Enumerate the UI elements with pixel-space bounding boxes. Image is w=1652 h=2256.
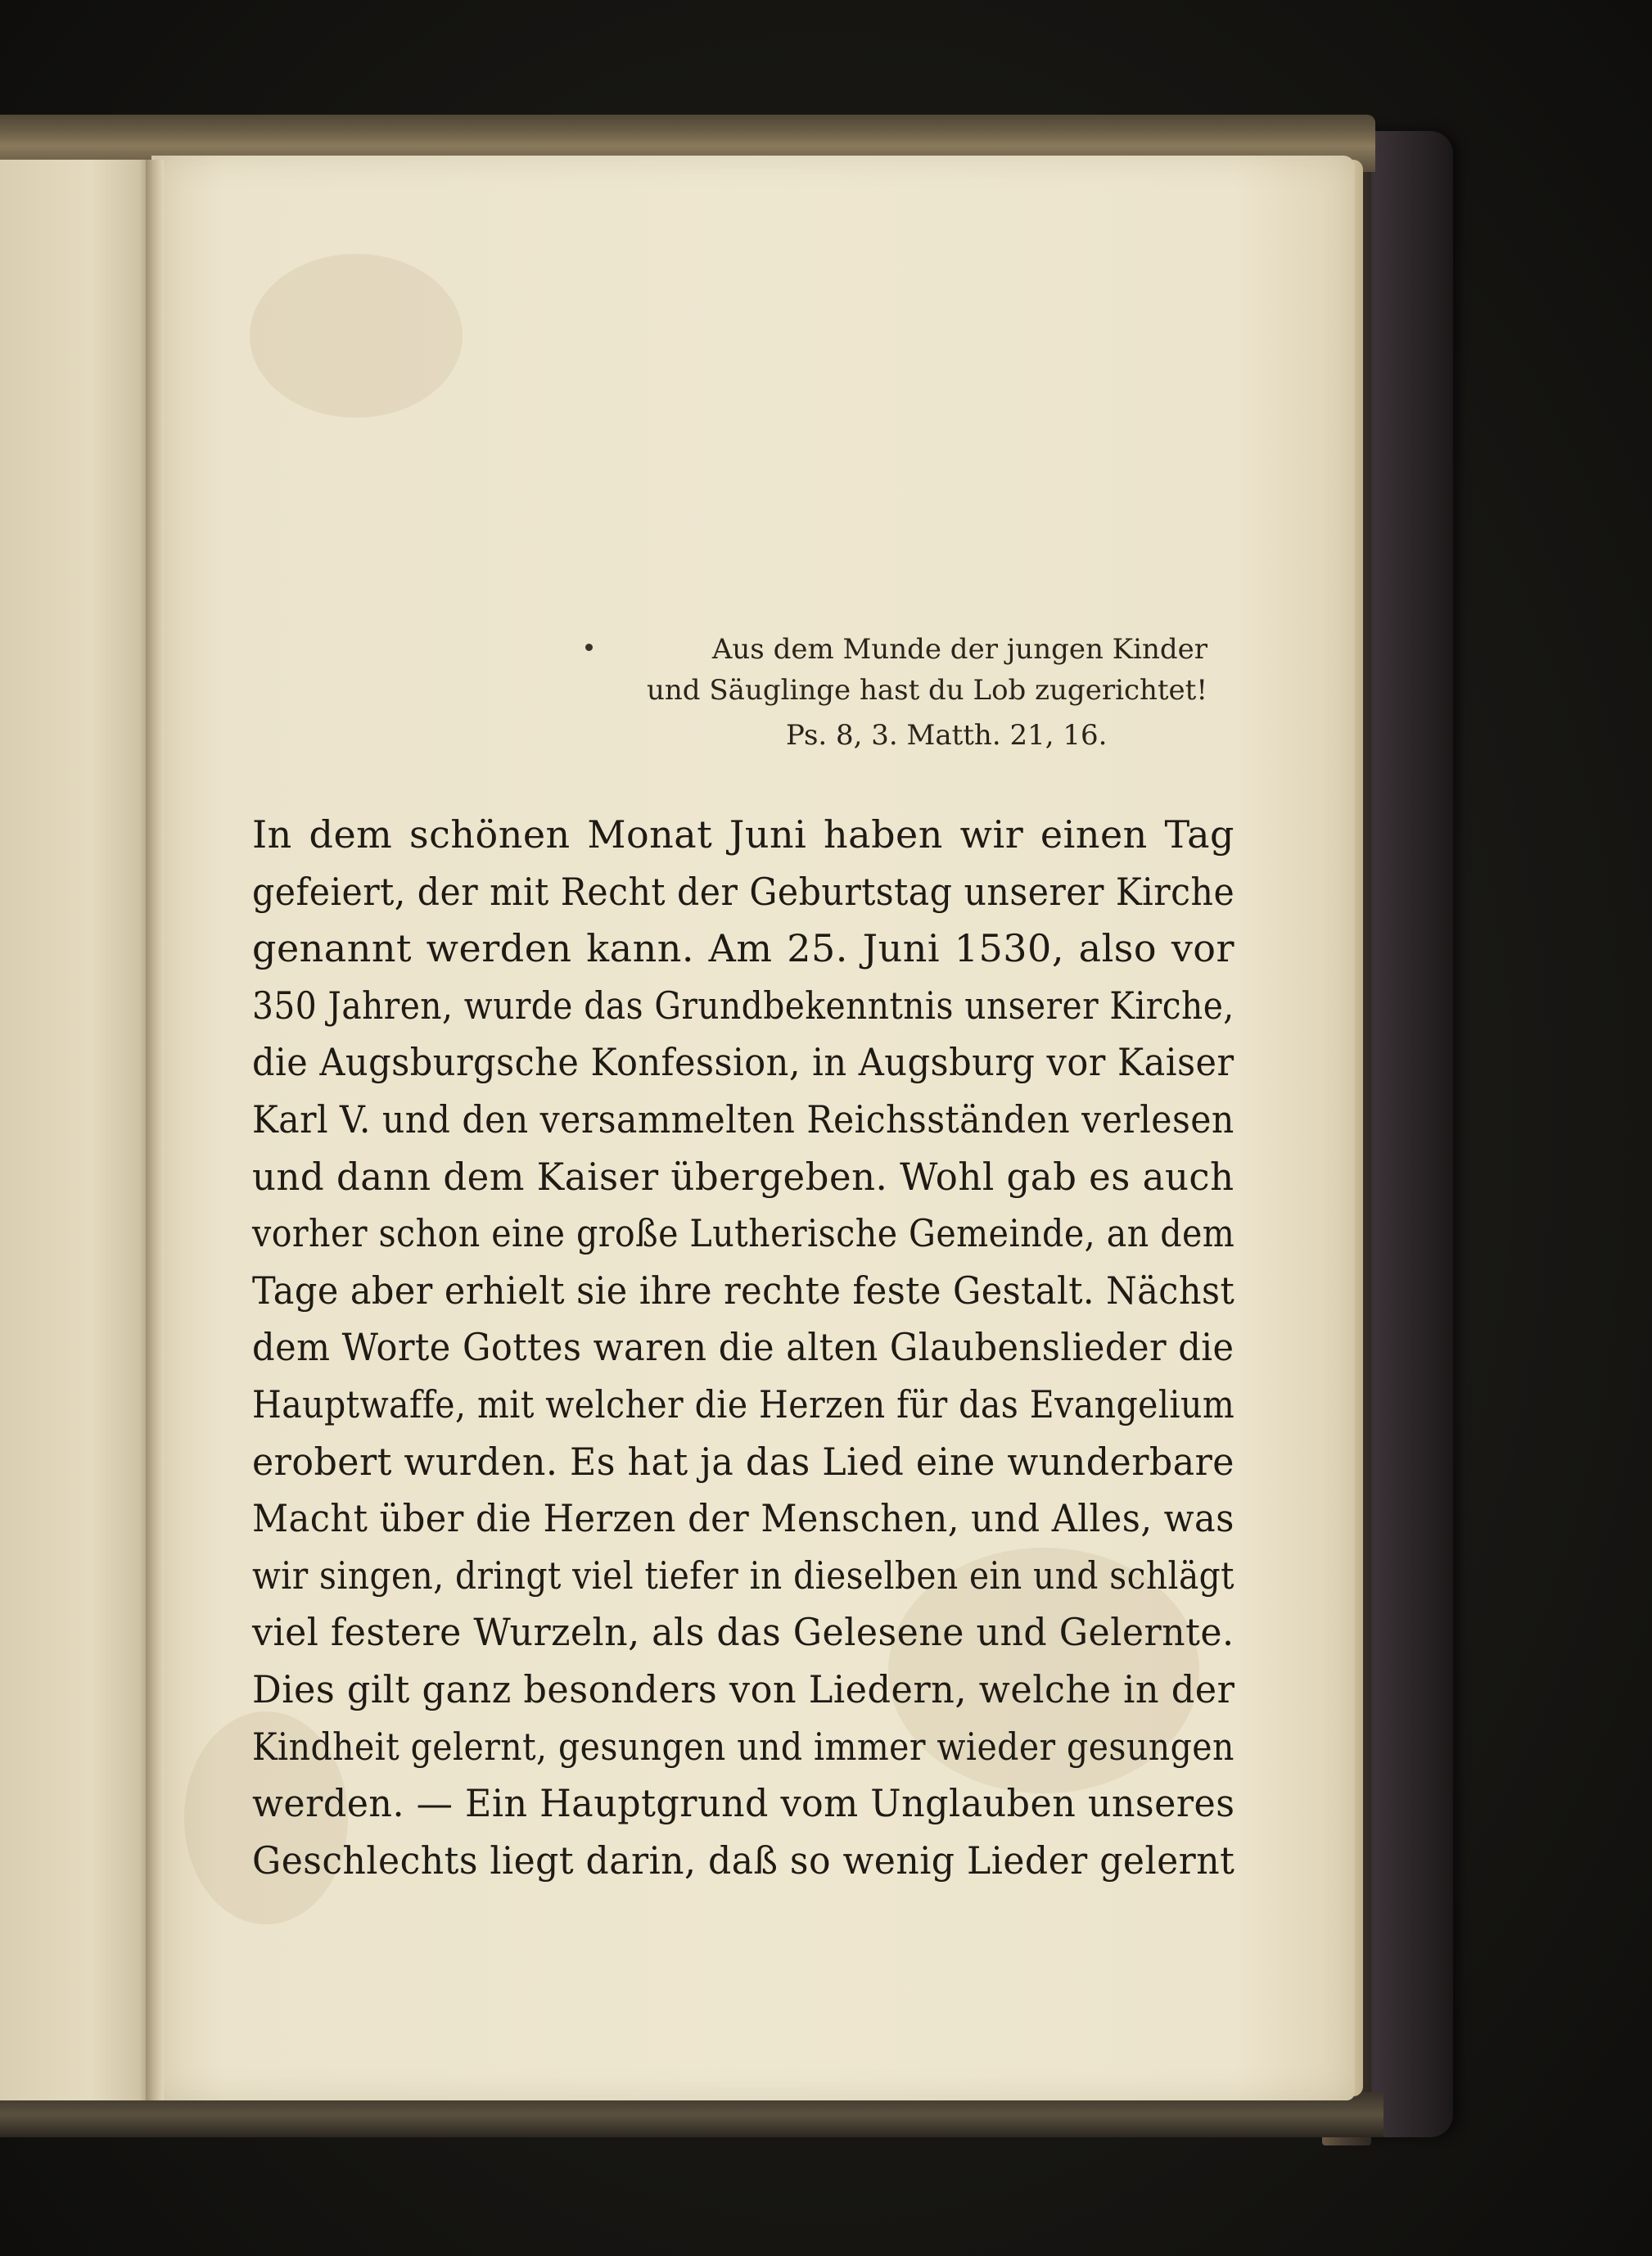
epigraph-reference: Ps. 8, 3. Matth. 21, 16. bbox=[786, 719, 1108, 752]
text-line: Macht über die Herzen der Menschen, und Alles, was bbox=[252, 1496, 1234, 1541]
text-line: vorher schon eine große Lutherische Gemeinde, an dem bbox=[252, 1211, 1235, 1256]
text-line: Geschlechts liegt darin, daß so wenig Lieder gelernt bbox=[252, 1838, 1235, 1883]
text-line: Dies gilt ganz besonders von Liedern, welche in der bbox=[252, 1666, 1235, 1711]
text-line: gefeiert, der mit Recht der Geburtstag unserer Kirche bbox=[252, 869, 1235, 914]
text-line: genannt werden kann. Am 25. Juni 1530, also vor bbox=[252, 926, 1234, 971]
text-line: dem Worte Gottes waren die alten Glaubenslieder die bbox=[252, 1325, 1234, 1370]
text-line: 350 Jahren, wurde das Grundbekenntnis unserer Kirche, bbox=[252, 983, 1234, 1028]
epigraph-line: und Säuglinge hast du Lob zugerichtet! bbox=[647, 674, 1207, 707]
text-line: erobert wurden. Es hat ja das Lied eine wunderbare bbox=[252, 1439, 1234, 1484]
epigraph-line: Aus dem Munde der jungen Kinder bbox=[711, 633, 1207, 666]
text-line: werden. — Ein Hauptgrund vom Unglauben unseres bbox=[252, 1781, 1235, 1826]
body-text bbox=[252, 807, 1234, 1889]
text-line: Kindheit gelernt, gesungen und immer wieder gesungen bbox=[252, 1724, 1234, 1769]
text-line: Hauptwaffe, mit welcher die Herzen für das Evangelium bbox=[252, 1381, 1235, 1426]
epigraph bbox=[573, 629, 1207, 711]
text-line: In dem schönen Monat Juni haben wir einen Tag bbox=[252, 812, 1234, 857]
book-gutter bbox=[146, 160, 164, 2100]
text-line: Tage aber erhielt sie ihre rechte feste Gestalt. Nächst bbox=[252, 1268, 1235, 1313]
text-line: wir singen, dringt viel tiefer in dieselben ein und schlägt bbox=[252, 1553, 1234, 1598]
text-line: viel festere Wurzeln, als das Gelesene und Gelernte. bbox=[252, 1610, 1234, 1655]
text-line: die Augsburgsche Konfession, in Augsburg vor Kaiser bbox=[252, 1040, 1234, 1085]
text-line: Karl V. und den versammelten Reichsständen verlesen bbox=[252, 1096, 1234, 1142]
text-line: und dann dem Kaiser übergeben. Wohl gab es auch bbox=[252, 1154, 1234, 1199]
left-page bbox=[0, 160, 151, 2100]
